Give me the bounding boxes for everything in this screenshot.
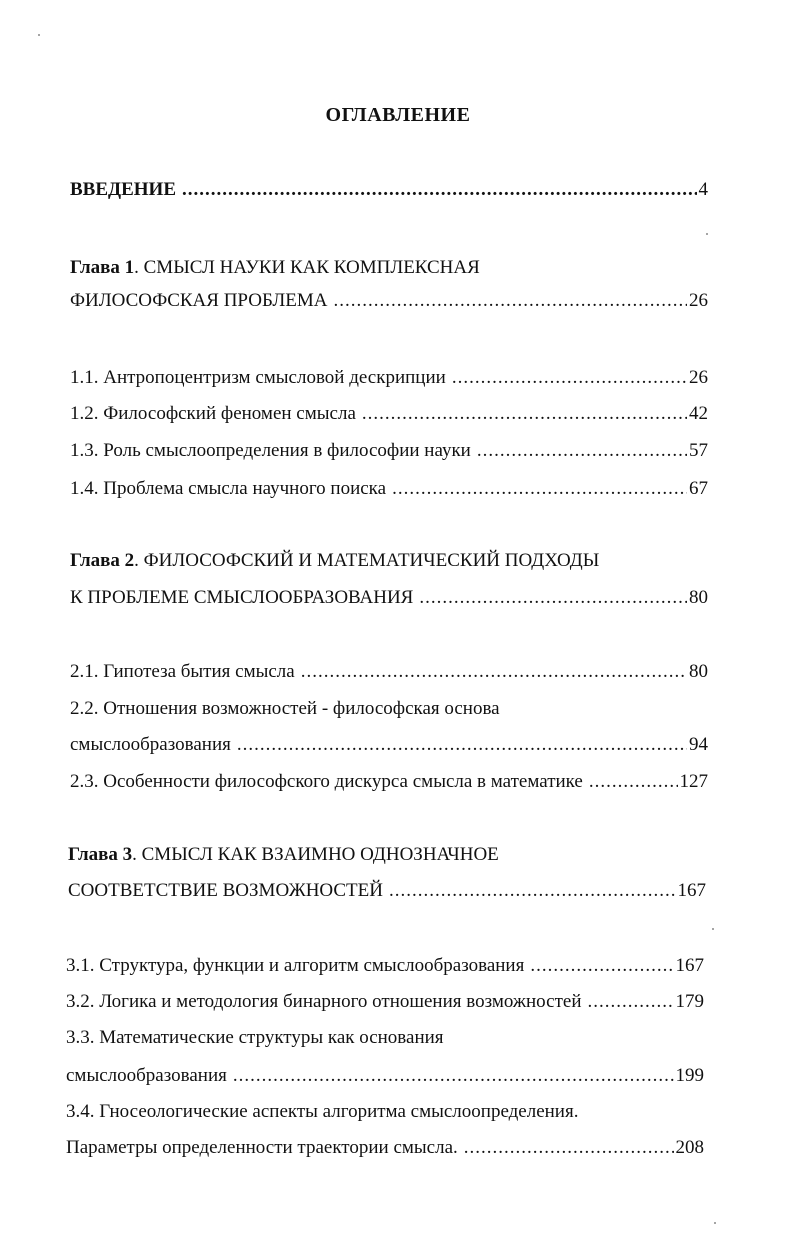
dot-leader	[233, 1064, 674, 1088]
dot-leader	[333, 289, 687, 313]
toc-page-number: 167	[677, 880, 706, 901]
toc-entry-chapter-1[interactable]	[70, 289, 708, 313]
toc-page-number: 4	[698, 179, 708, 200]
chapter-3-title-cont: СООТВЕТСТВИЕ ВОЗМОЖНОСТЕЙ	[68, 880, 383, 901]
dot-leader	[237, 733, 687, 757]
chapter-2-prefix: Глава 2	[70, 550, 135, 571]
chapter-1-prefix: Глава 1	[70, 257, 135, 278]
toc-page-number: 127	[679, 771, 708, 792]
chapter-3-prefix: Глава 3	[68, 844, 133, 865]
toc-entry-3-3[interactable]	[66, 1064, 704, 1088]
chapter-2-title-cont: К ПРОБЛЕМЕ СМЫСЛООБРАЗОВАНИЯ	[70, 587, 414, 608]
toc-entry-3-4-line1: 3.4. Гносеологические аспекты алгоритма смыслоопределения.	[66, 1101, 579, 1122]
toc-entry-label: 2.1. Гипотеза бытия смысла	[70, 661, 295, 682]
chapter-1-title-cont: ФИЛОСОФСКАЯ ПРОБЛЕМА	[70, 290, 328, 311]
dot-leader	[182, 178, 697, 202]
toc-entry-3-1[interactable]	[66, 954, 704, 978]
toc-entry-chapter-2[interactable]	[70, 586, 708, 610]
scan-speck	[712, 928, 714, 930]
chapter-3-title-line1	[68, 843, 499, 867]
toc-page-number: 208	[675, 1137, 704, 1158]
chapter-3-title: . СМЫСЛ КАК ВЗАИМНО ОДНОЗНАЧНОЕ	[132, 844, 499, 865]
toc-page-number: 179	[675, 991, 704, 1012]
toc-entry-3-2[interactable]	[66, 990, 704, 1014]
toc-page-number: 26	[689, 367, 708, 388]
dot-leader	[477, 439, 687, 463]
toc-entry-1-4[interactable]	[70, 477, 708, 501]
toc-entry-2-2-line1: 2.2. Отношения возможностей - философская основа	[70, 698, 500, 719]
toc-page-number: 80	[689, 587, 708, 608]
toc-entry-label: 1.4. Проблема смысла научного поиска	[70, 478, 387, 499]
toc-entry-2-3[interactable]	[70, 770, 708, 794]
toc-entry-1-2[interactable]	[70, 402, 708, 426]
page-title: ОГЛАВЛЕНИЕ	[325, 104, 471, 126]
toc-page-number: 94	[689, 734, 708, 755]
toc-page-number: 26	[689, 290, 708, 311]
chapter-1-title-line1	[70, 256, 480, 280]
scan-speck	[38, 34, 40, 36]
scan-speck	[714, 1222, 716, 1224]
dot-leader	[301, 660, 687, 684]
toc-entry-1-3[interactable]	[70, 439, 708, 463]
scan-speck	[706, 233, 708, 235]
toc-page-number: 42	[689, 403, 708, 424]
toc-entry-label: 2.3. Особенности философского дискурса смысла в математике	[70, 771, 583, 792]
toc-page-number: 199	[675, 1065, 704, 1086]
dot-leader	[589, 770, 678, 794]
toc-entry-label: 1.3. Роль смыслоопределения в философии науки	[70, 440, 471, 461]
toc-entry-3-4[interactable]	[66, 1136, 704, 1160]
chapter-1-title: . СМЫСЛ НАУКИ КАК КОМПЛЕКСНАЯ	[134, 257, 480, 278]
dot-leader	[464, 1136, 674, 1160]
toc-entry-label: 3.1. Структура, функции и алгоритм смыслообразования	[66, 955, 525, 976]
toc-entry-label: 3.2. Логика и методология бинарного отношения возможностей	[66, 991, 582, 1012]
dot-leader	[452, 366, 687, 390]
toc-entry-label: Параметры определенности траектории смысла.	[66, 1137, 458, 1158]
chapter-2-title-line1	[70, 549, 599, 573]
dot-leader	[419, 586, 687, 610]
toc-entry-2-1[interactable]	[70, 660, 708, 684]
dot-leader	[588, 990, 674, 1014]
toc-page-number: 167	[675, 955, 704, 976]
toc-page-number: 80	[689, 661, 708, 682]
toc-entry-2-2[interactable]	[70, 733, 708, 757]
toc-page-number: 57	[689, 440, 708, 461]
toc-page-number: 67	[689, 478, 708, 499]
toc-entry-label: 1.1. Антропоцентризм смысловой дескрипции	[70, 367, 446, 388]
dot-leader	[362, 402, 687, 426]
toc-entry-chapter-3[interactable]	[68, 879, 706, 903]
dot-leader	[389, 879, 676, 903]
toc-entry-1-1[interactable]	[70, 366, 708, 390]
chapter-2-title: . ФИЛОСОФСКИЙ И МАТЕМАТИЧЕСКИЙ ПОДХОДЫ	[134, 550, 600, 571]
toc-entry-intro[interactable]	[70, 178, 708, 202]
toc-entry-label: смыслообразования	[70, 734, 231, 755]
dot-leader	[392, 477, 687, 501]
dot-leader	[530, 954, 673, 978]
toc-entry-label: 1.2. Философский феномен смысла	[70, 403, 356, 424]
toc-entry-label: ВВЕДЕНИЕ	[70, 179, 176, 200]
toc-entry-label: смыслообразования	[66, 1065, 227, 1086]
toc-entry-3-3-line1: 3.3. Математические структуры как основания	[66, 1027, 444, 1048]
